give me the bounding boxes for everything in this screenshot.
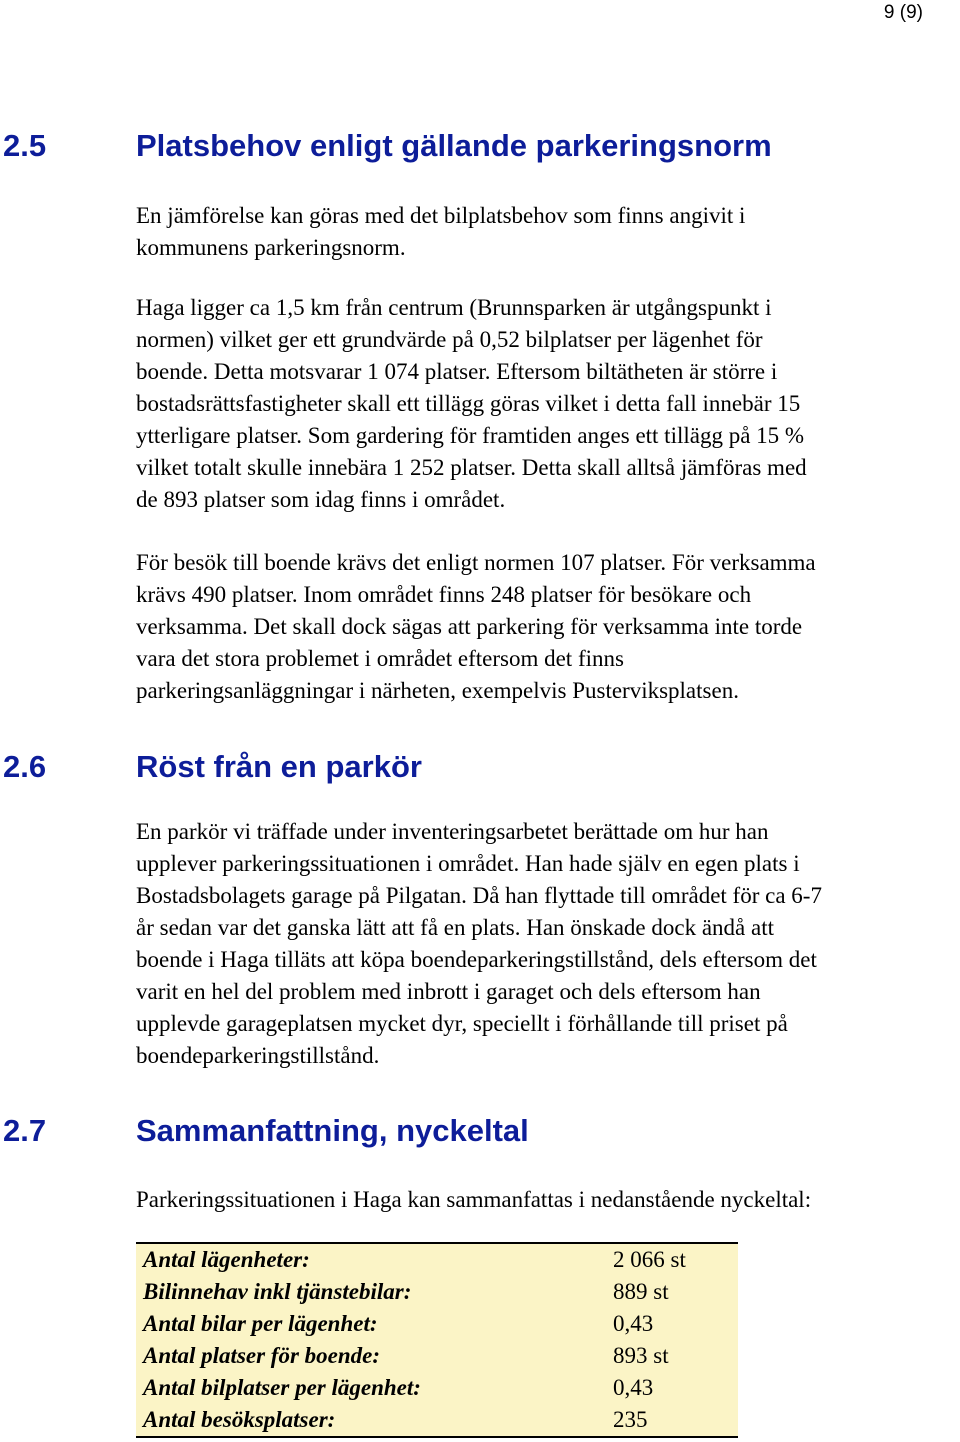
section-title: Röst från en parkör	[136, 749, 422, 784]
key-figure-label: Antal bilplatser per lägenhet:	[143, 1375, 421, 1400]
table-row	[136, 1276, 738, 1308]
page-number: 9 (9)	[883, 2, 923, 23]
table-row	[136, 1243, 738, 1276]
key-figure-label: Antal besöksplatser:	[143, 1407, 336, 1432]
paragraph: Parkeringssituationen i Haga kan sammanfattas i nedanstående nyckeltal:	[136, 1187, 812, 1212]
key-figure-value: 0,43	[613, 1311, 654, 1336]
table-row	[136, 1308, 738, 1340]
table-row	[136, 1372, 738, 1404]
paragraph: Haga ligger ca 1,5 km från centrum (Brunnsparken är utgångspunkt i normen) vilket ger ett grundvärde på 0,52 bilplatser per lägenhet för boende. Detta motsvarar 1 074 platser. Eftersom biltätheten är större i bostadsrättsfastigheter skall ett tillägg göras vilket i detta fall innebär 15 ytterligare platser. Som gardering för framtiden anges ett tillägg på 15 % vilket totalt skulle innebära 1 252 platser. Detta skall alltså jämföras med de 893 platser som idag finns i området.	[136, 295, 807, 512]
key-figure-value: 893 st	[613, 1343, 669, 1368]
section-title: Sammanfattning, nyckeltal	[136, 1113, 529, 1148]
paragraph: En parkör vi träffade under inventeringsarbetet berättade om hur han upplever parkeringssituationen i området. Han hade själv en egen plats i Bostadsbolagets garage på Pilgatan. Då han flyttade till området för ca 6-7 år sedan var det ganska lätt att få en plats. Han önskade dock ändå att boende i Haga tilläts att köpa boendeparkeringstillstånd, dels eftersom det varit en hel del problem med inbrott i garaget och dels eftersom han upplevde garageplatsen mycket dyr, speciellt i förhållande till priset på boendeparkeringstillstånd.	[136, 819, 822, 1068]
table-row	[136, 1404, 738, 1437]
key-figure-label: Antal lägenheter:	[143, 1247, 310, 1272]
paragraph: En jämförelse kan göras med det bilplatsbehov som finns angivit i kommunens parkeringsnorm.	[136, 203, 746, 260]
key-figure-value: 889 st	[613, 1279, 669, 1304]
key-figure-value: 235	[613, 1407, 648, 1432]
key-figure-value: 2 066 st	[613, 1247, 686, 1272]
key-figure-label: Antal bilar per lägenhet:	[143, 1311, 378, 1336]
key-figure-value: 0,43	[613, 1375, 654, 1400]
section-number: 2.6	[3, 749, 47, 784]
key-figures-table	[136, 1242, 738, 1438]
key-figure-label: Bilinnehav inkl tjänstebilar:	[143, 1279, 412, 1304]
key-figure-label: Antal platser för boende:	[143, 1343, 381, 1368]
section-number: 2.7	[3, 1113, 47, 1148]
section-number: 2.5	[3, 128, 47, 163]
paragraph: För besök till boende krävs det enligt normen 107 platser. För verksamma krävs 490 platser. Inom området finns 248 platser för besökare och verksamma. Det skall dock sägas att parkering för verksamma inte torde vara det stora problemet i området eftersom det finns parkeringsanläggningar i närheten, exempelvis Pusterviksplatsen.	[136, 550, 816, 703]
table-row	[136, 1340, 738, 1372]
section-title: Platsbehov enligt gällande parkeringsnorm	[136, 128, 772, 163]
